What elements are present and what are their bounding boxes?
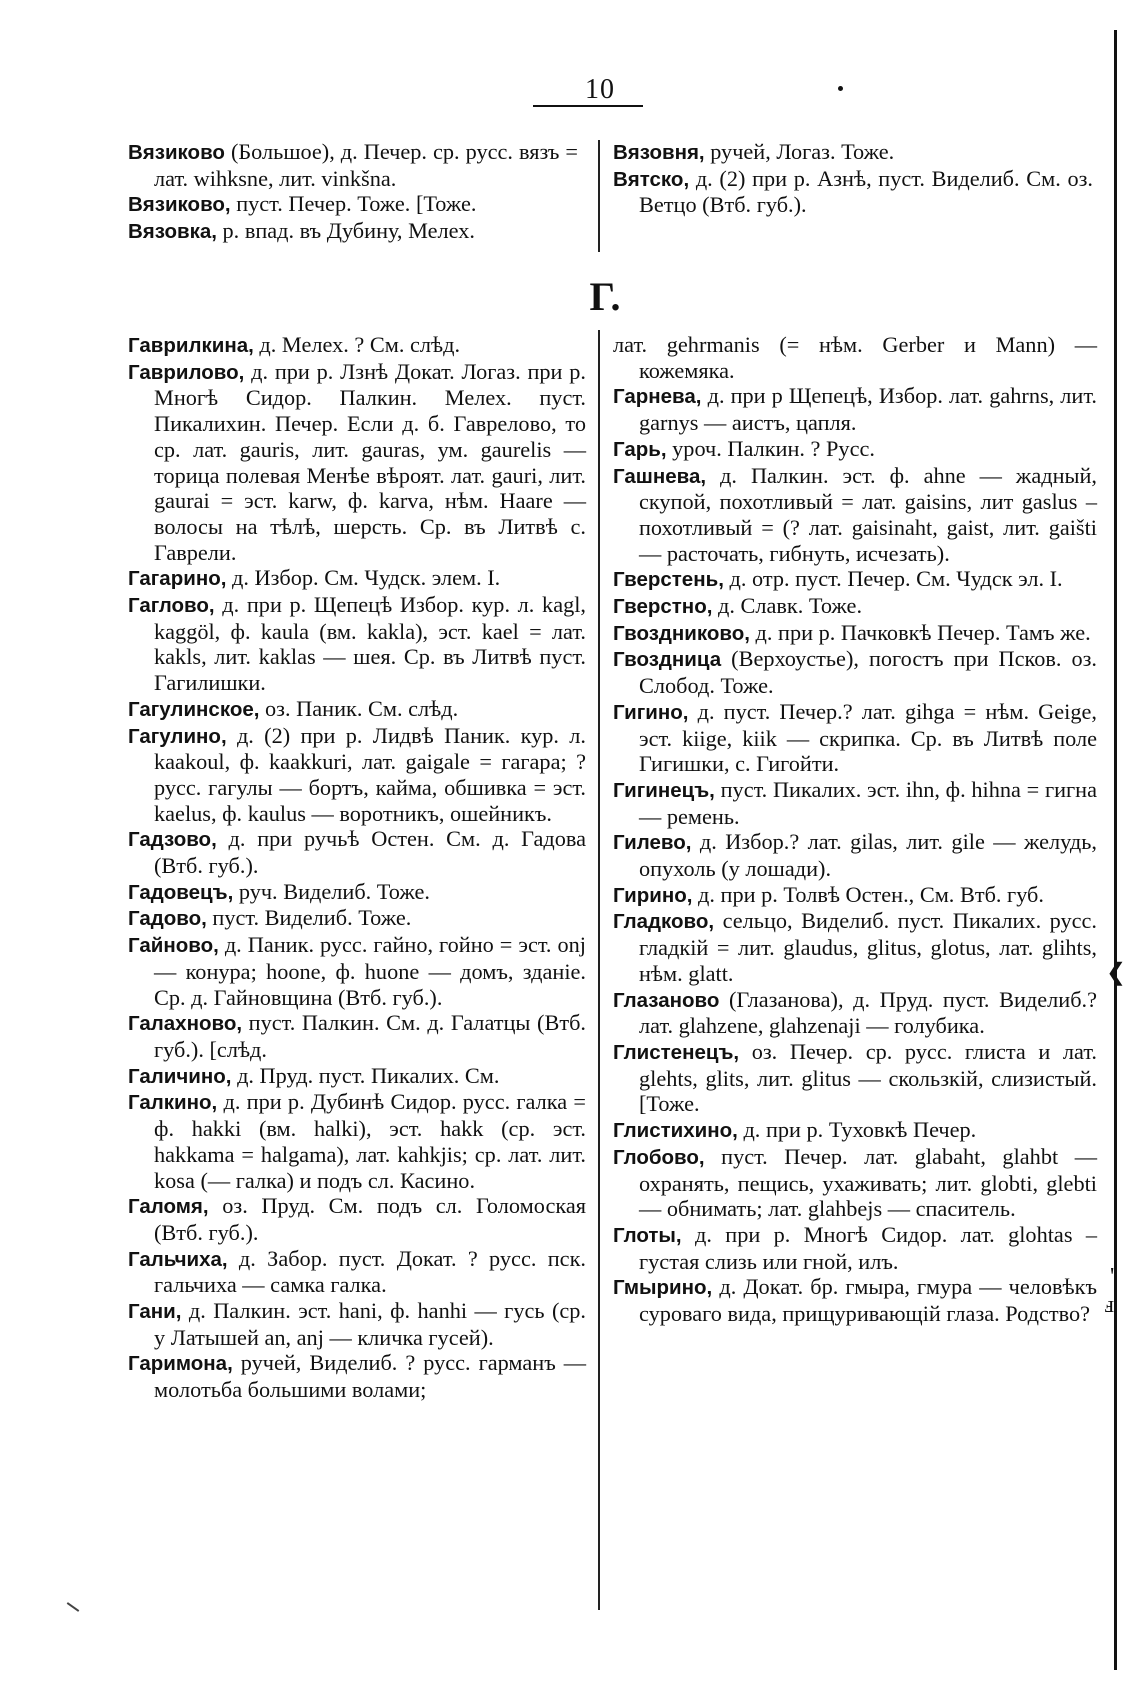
entry-text: д. Докат. бр. гмыра, гмура — человѣкъ суроваго вида, прищуривающій глаза. Родство? [639, 1274, 1098, 1327]
dictionary-entry [613, 699, 1097, 777]
entry-text: (Большое), д. Печер. ср. русс. вязъ = лат. wihksne, лит. vinkšna. [154, 139, 578, 191]
entry-headword: Гаврилово, [128, 360, 245, 384]
dictionary-entry [128, 1246, 586, 1298]
entry-headword: Гилево, [613, 831, 692, 855]
dictionary-entry [613, 436, 1097, 463]
entry-text: д. при р. Многѣ Сидор. лат. glohtas – густая слизь или гной, илъ. [639, 1221, 1098, 1274]
entry-headword: Вязиково [128, 141, 225, 164]
dictionary-entry [128, 565, 586, 592]
entry-headword: Галичино, [128, 1064, 232, 1088]
dictionary-entry [128, 139, 578, 191]
entry-headword: Гмырино, [613, 1276, 713, 1300]
entry-headword: Гверстень, [613, 568, 724, 592]
dictionary-entry [128, 879, 586, 906]
entry-headword: Гарь, [613, 437, 667, 461]
entry-headword: Гирино, [613, 883, 693, 907]
dictionary-entry [613, 166, 1093, 218]
entry-text: уроч. Палкин. ? Русс. [672, 435, 875, 461]
entry-headword: Гагулино, [128, 724, 227, 748]
dictionary-entry [128, 905, 586, 932]
dictionary-entry [613, 777, 1097, 829]
entry-headword: Гверстно, [613, 595, 713, 619]
entry-headword: Вятско, [613, 167, 690, 191]
dictionary-entry [613, 620, 1097, 647]
entry-text: р. впад. въ Дубину, Мелех. [222, 218, 475, 244]
page-number: 10 [585, 74, 615, 105]
dictionary-entry [128, 932, 586, 1010]
dictionary-entry [128, 1063, 586, 1090]
entry-text: д. при р. Щепецѣ Избор. кур. л. kagl, kaggöl, ф. kaula (вм. kakla), эст. kael = лат. kakls, лит. kaklas — шея. Ср. въ Литвѣ пуст. Гагилишки. [154, 592, 587, 696]
entry-text: д. при р. Лзнѣ Докат. Логаз. при р. Многѣ Сидор. Палкин. Мелех. пуст. Пикалихин. Печер. Если д. б. Гаврелово, то ср. лат. gauris, лит. gauras, ум. gaurelis — торица полевая Менѣе вѣроят. лат. gauri, лит. gaurai = эст. karw, ф. karva, нѣм. Haare — волосы на тѣлѣ, шерсть. Ср. въ Литвѣ с. Гаврели. [154, 358, 586, 565]
entry-headword: Гаримона, [128, 1352, 233, 1376]
entry-headword: Гальчиха, [128, 1247, 228, 1271]
entry-headword: Гани, [128, 1300, 182, 1324]
entry-text: ручей, Логаз. Тоже. [710, 139, 895, 164]
dictionary-entry [613, 139, 1093, 166]
dictionary-entry [128, 218, 578, 245]
entry-headword: Гладково, [613, 910, 715, 934]
entry-headword: Глистихино, [613, 1119, 738, 1143]
entry-headword: Гаврилкина, [128, 334, 254, 357]
entry-text: (Глазанова), д. Пруд. пуст. Виделиб.? лат. glahzene, glahzenaji — голубика. [639, 986, 1098, 1039]
dictionary-entry [613, 1144, 1097, 1222]
entry-text: д. Пруд. пуст. Пикалих. См. [237, 1062, 500, 1088]
entry-text: д. при р. Пачковкѣ Печер. Тамъ же. [755, 619, 1091, 645]
entry-text: д. Палкин. эст. hani, ф. hanhi — гусь (ср. у Латышей an, anj — кличка гусей). [154, 1298, 587, 1350]
entry-headword: Гайново, [128, 934, 219, 958]
dictionary-entry [613, 1117, 1097, 1144]
entry-text: д. при ручьѣ Остен. См. д. Гадова (Втб. губ.). [154, 826, 587, 879]
dictionary-entry [613, 829, 1097, 881]
entry-headword: Галахново, [128, 1012, 243, 1036]
entry-text: руч. Виделиб. Тоже. [238, 878, 430, 904]
dictionary-entry [613, 1274, 1097, 1326]
entry-headword: Гаглово, [128, 594, 215, 618]
dictionary-entry [128, 1089, 586, 1193]
entry-text: оз. Пруд. См. подъ сл. Голомоская (Втб. губ.). [154, 1193, 586, 1245]
dictionary-entry [613, 987, 1097, 1039]
entry-text: д. при р. Толвѣ Остен., См. Втб. губ. [698, 881, 1044, 907]
dictionary-entry [128, 1298, 586, 1350]
entry-text: пуст. Пикалих. эст. ihn, ф. hihna = гигна — ремень. [639, 776, 1097, 829]
entry-text: д. при р. Дубинѣ Сидор. русс. галка = ф. hakki (вм. halki), эст. hakk (ср. эст. hakkama = halgama), лат. kahkjis; ср. лат. лит. kosa (— галка) и подъ сл. Касино. [154, 1089, 586, 1193]
entry-text: пуст. Виделиб. Тоже. [212, 905, 412, 931]
main-column-divider [598, 330, 600, 1610]
entry-headword: Гашнева, [613, 464, 707, 488]
entry-text: д. отр. пуст. Печер. См. Чудск эл. I. [729, 566, 1063, 592]
entry-text: д. Забор. пуст. Докат. ? русс. пск. гальчиха — самка галка. [154, 1245, 586, 1298]
entry-headword: Гадово, [128, 907, 207, 931]
entry-headword: Глистенецъ, [613, 1040, 740, 1064]
entry-text: пуст. Палкин. См. д. Галатцы (Втб. губ.). [слѣд. [154, 1010, 587, 1062]
dictionary-entry [128, 826, 586, 878]
entry-headword: Гвоздница [613, 648, 722, 672]
entry-headword: Гагарино, [128, 567, 227, 591]
dictionary-entry [128, 359, 586, 566]
entry-headword: Гагулинское, [128, 697, 260, 721]
entry-headword: Гвоздниково, [613, 621, 750, 645]
section-letter: Г. [589, 274, 621, 319]
dictionary-entry [613, 646, 1097, 698]
dictionary-entry [128, 723, 586, 827]
margin-mark: ❮ [1106, 960, 1127, 986]
entry-text: лат. gehrmanis (= нѣм. Gerber и Mann) — кожемяка. [613, 332, 1097, 383]
entry-text: (Верхоустье), погостъ при Псков. оз. Слобод. Тоже. [639, 646, 1097, 699]
right-column [613, 332, 1097, 1327]
dictionary-entry [613, 908, 1097, 986]
dictionary-entry [613, 463, 1097, 567]
dictionary-entry [613, 593, 1097, 620]
page-edge-rule [1114, 30, 1117, 1670]
dictionary-entry [128, 592, 586, 696]
dictionary-entry [128, 1193, 586, 1245]
dictionary-entry [613, 332, 1097, 383]
entry-text: д. при р. Туховкѣ Печер. [743, 1117, 977, 1143]
entry-headword: Гигинецъ, [613, 778, 715, 802]
entry-text: д. Славк. Тоже. [718, 593, 863, 619]
entry-text: оз. Паник. См. слѣд. [265, 695, 459, 721]
entry-headword: Глазаново [613, 988, 720, 1012]
page-speck [67, 1602, 80, 1612]
entry-text: ручей, Виделиб. ? русс. гарманъ — молотьба большими волами; [154, 1350, 587, 1403]
dictionary-entry [128, 1350, 586, 1402]
entry-text: д. (2) при р. Азнѣ, пуст. Виделиб. См. оз. Ветцо (Втб. губ.). [639, 165, 1094, 218]
entry-headword: Глобово, [613, 1145, 705, 1169]
dictionary-entry [128, 696, 586, 723]
margin-mark: ' [1110, 1264, 1115, 1290]
entry-headword: Галкино, [128, 1091, 218, 1115]
entry-headword: Вязовня, [613, 141, 705, 164]
entry-text: д. (2) при р. Лидвѣ Паник. кур. л. kaakoul, ф. kaakkuri, лат. gaigale = гагара; ? русс. гагулы — бортъ, кайма, обшивка = эст. kaelus, ф. kaulus — воротникъ, ошейникъ. [154, 722, 586, 826]
dictionary-entry [613, 566, 1097, 593]
left-column [128, 332, 586, 1403]
entry-text: сельцо, Виделиб. пуст. Пикалих. русс. гладкій = лит. glaudus, glitus, glotus, лат. glihts, нѣм. glatt. [639, 908, 1097, 986]
entry-text: д. Избор. См. Чудск. элем. I. [232, 565, 501, 591]
dictionary-entry [613, 882, 1097, 909]
dictionary-entry [613, 1222, 1097, 1274]
entry-headword: Гадовецъ, [128, 880, 234, 904]
margin-mark: ⅎ [1104, 1292, 1114, 1318]
entry-headword: Гарнева, [613, 385, 702, 409]
entry-text: д. Палкин. эст. ф. ahne — жадный, скупой, похотливый = лат. gaisins, лит gaslus – похотливый = (? лат. gaisinaht, gaist, лит. gaišti — расточать, гибнуть, исчезать). [639, 462, 1097, 566]
page-number-rule [533, 105, 643, 107]
entry-headword: Гигино, [613, 700, 689, 724]
top-right-column [613, 139, 1093, 218]
entry-headword: Вязовка, [128, 220, 217, 244]
entry-text: пуст. Печер. лат. glabaht, glahbt — охранять, пещись, ухаживать; лит. globti, glebti — обнимать; лат. glahbejs — спаситель. [639, 1143, 1097, 1222]
ink-dot [838, 86, 843, 91]
entry-headword: Вязиково, [128, 193, 231, 217]
entry-headword: Галомя, [128, 1195, 209, 1219]
entry-headword: Глоты, [613, 1223, 682, 1247]
entry-text: д. при р Щепецѣ, Избор. лат. gahrns, лит. garnys — аистъ, цапля. [639, 383, 1097, 436]
top-left-column [128, 139, 578, 245]
entry-text: д. Избор.? лат. gilas, лит. gile — желудь, опухоль (у лошади). [639, 829, 1097, 882]
entry-headword: Гадзово, [128, 828, 217, 852]
entry-text: д. Мелех. ? См. слѣд. [259, 332, 461, 357]
entry-text: оз. Печер. ср. русс. глиста и лат. glehts, glits, лит. glitus — скользкій, слизистый. [Тоже. [639, 1038, 1097, 1117]
entry-text: д. пуст. Печер.? лат. gihga = нѣм. Geige, эст. kiige, kiik — скрипка. Ср. въ Литвѣ поле Гигишки, с. Гигойти. [639, 698, 1097, 777]
dictionary-entry [128, 191, 578, 218]
dictionary-entry [128, 332, 586, 359]
top-column-divider [598, 140, 600, 252]
dictionary-entry [613, 383, 1097, 435]
dictionary-entry [128, 1010, 586, 1062]
entry-text: пуст. Печер. Тоже. [Тоже. [236, 191, 477, 217]
entry-text: д. Паник. русс. гайно, гойно = эст. onj — конура; hoone, ф. huone — домъ, зданіе. Ср. д. Гайновщина (Втб. губ.). [154, 932, 586, 1010]
dictionary-entry [613, 1039, 1097, 1117]
